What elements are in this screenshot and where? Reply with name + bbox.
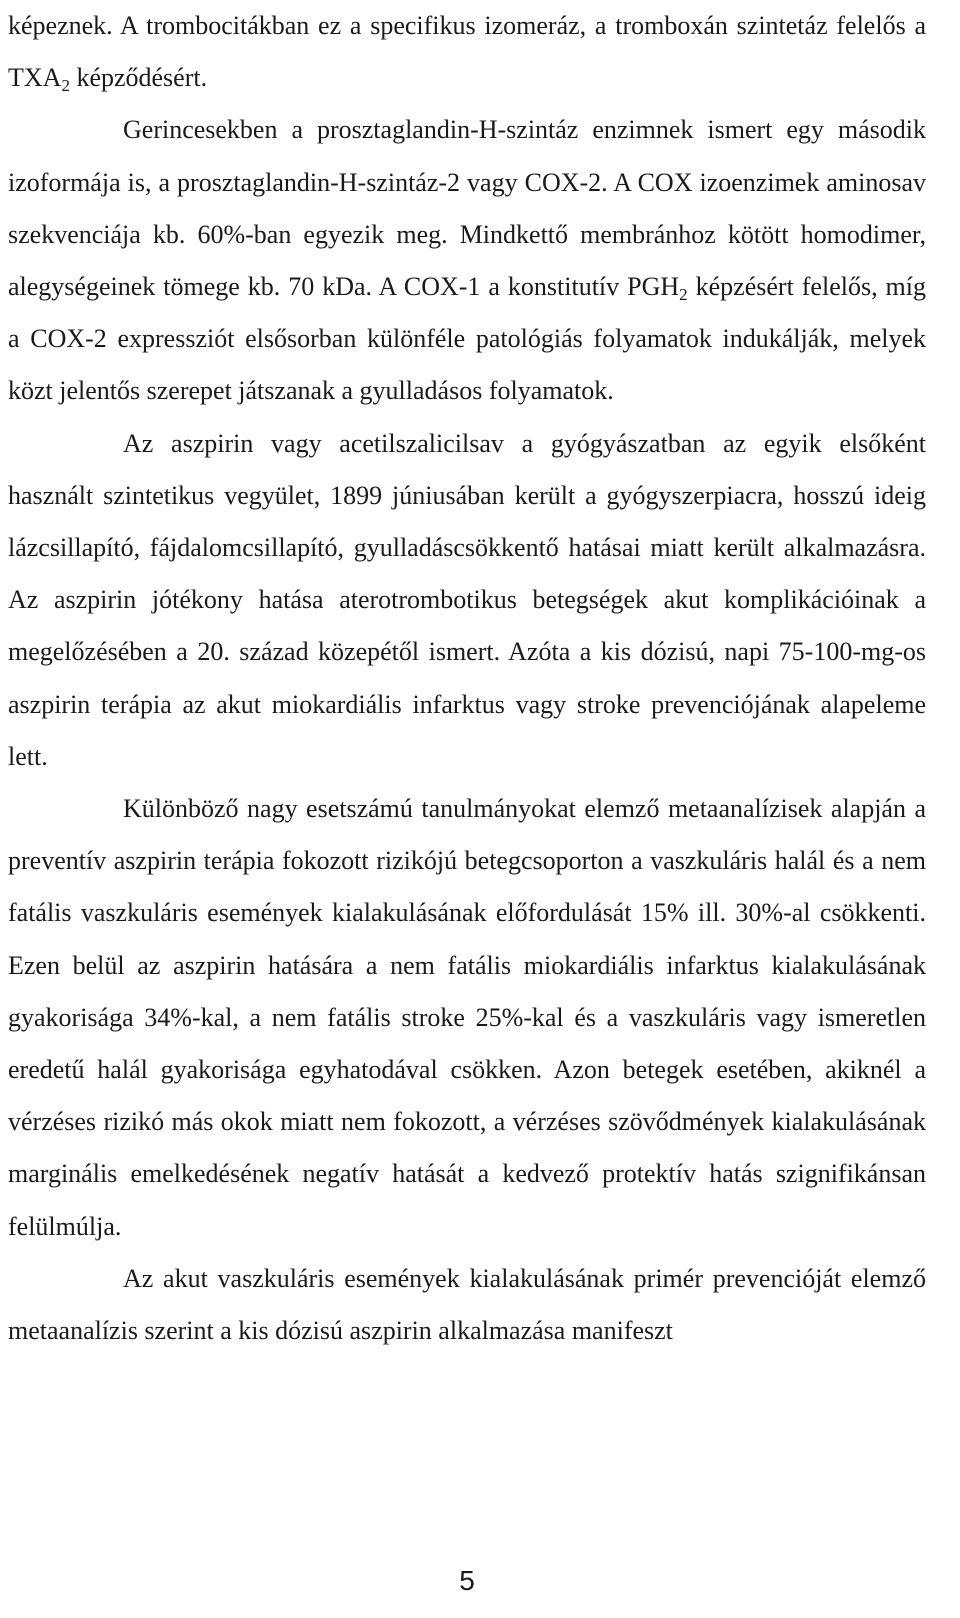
paragraph-text: képeznek. A trombocitákban ez a specifikus izomeráz, a tromboxán szintetáz felelős a TXA <box>8 11 926 93</box>
paragraph-p5 <box>8 1253 926 1357</box>
page-number: 5 <box>459 1565 475 1596</box>
paragraph-text: Gerincesekben a prosztaglandin-H-szintáz enzimnek ismert egy második izoformája is, a prosztaglandin-H-szintáz-2 vagy COX-2. A COX izoenzimek aminosav szekvenciája kb. 60%-ban egyezik meg. Mindkettő membránhoz kötött homodimer, alegységeinek tömege kb. 70 kDa. A COX-1 a konstitutív PGH <box>8 115 926 302</box>
paragraph-text: Az akut vaszkuláris események kialakulásának primér prevencióját elemző metaanalízis szerint a kis dózisú aszpirin alkalmazása manifeszt <box>8 1263 926 1346</box>
subscript-text: 2 <box>679 285 688 305</box>
paragraph-p2 <box>8 104 926 417</box>
document-page <box>8 0 926 1357</box>
paragraph-text: Különböző nagy esetszámú tanulmányokat elemző metaanalízisek alapján a preventív aszpirin terápia fokozott rizikójú betegcsoporton a vaszkuláris halál és a nem fatális vaszkuláris események kialakulásának előfordulását 15% ill. 30%-al csökkenti. Ezen belül az aszpirin hatására a nem fatális miokardiális infarktus kialakulásának gyakorisága 34%-kal, a nem fatális stroke 25%-kal és a vaszkuláris vagy ismeretlen eredetű halál gyakorisága egyhatodával csökken. Azon betegek esetében, akiknél a vérzéses rizikó más okok miatt nem fokozott, a vérzéses szövődmények kialakulásának marginális emelkedésének negatív hatását a kedvező protektív hatás szignifikánsan felülmúlja. <box>8 794 926 1241</box>
subscript-text: 2 <box>61 76 70 96</box>
paragraph-p1 <box>8 0 926 104</box>
paragraph-text: képzésért felelős, míg a COX-2 expressziót elsősorban különféle patológiás folyamatok indukálják, melyek közt jelentős szerepet játszanak a gyulladásos folyamatok. <box>8 272 926 406</box>
body-text <box>8 0 926 1357</box>
paragraph-text: Az aszpirin vagy acetilszalicilsav a gyógyászatban az egyik elsőként használt szintetikus vegyület, 1899 júniusában került a gyógyszerpiacra, hosszú ideig lázcsillapító, fájdalomcsillapító, gyulladáscsökkentő hatásai miatt került alkalmazásra. Az aszpirin jótékony hatása aterotrombotikus betegségek akut komplikációinak a megelőzésében a 20. század közepétől ismert. Azóta a kis dózisú, napi 75-100-mg-os aszpirin terápia az akut miokardiális infarktus vagy stroke prevenciójának alapeleme lett. <box>8 428 926 771</box>
paragraph-p4 <box>8 783 926 1253</box>
paragraph-p3 <box>8 418 926 783</box>
paragraph-text: képződésért. <box>69 63 208 93</box>
